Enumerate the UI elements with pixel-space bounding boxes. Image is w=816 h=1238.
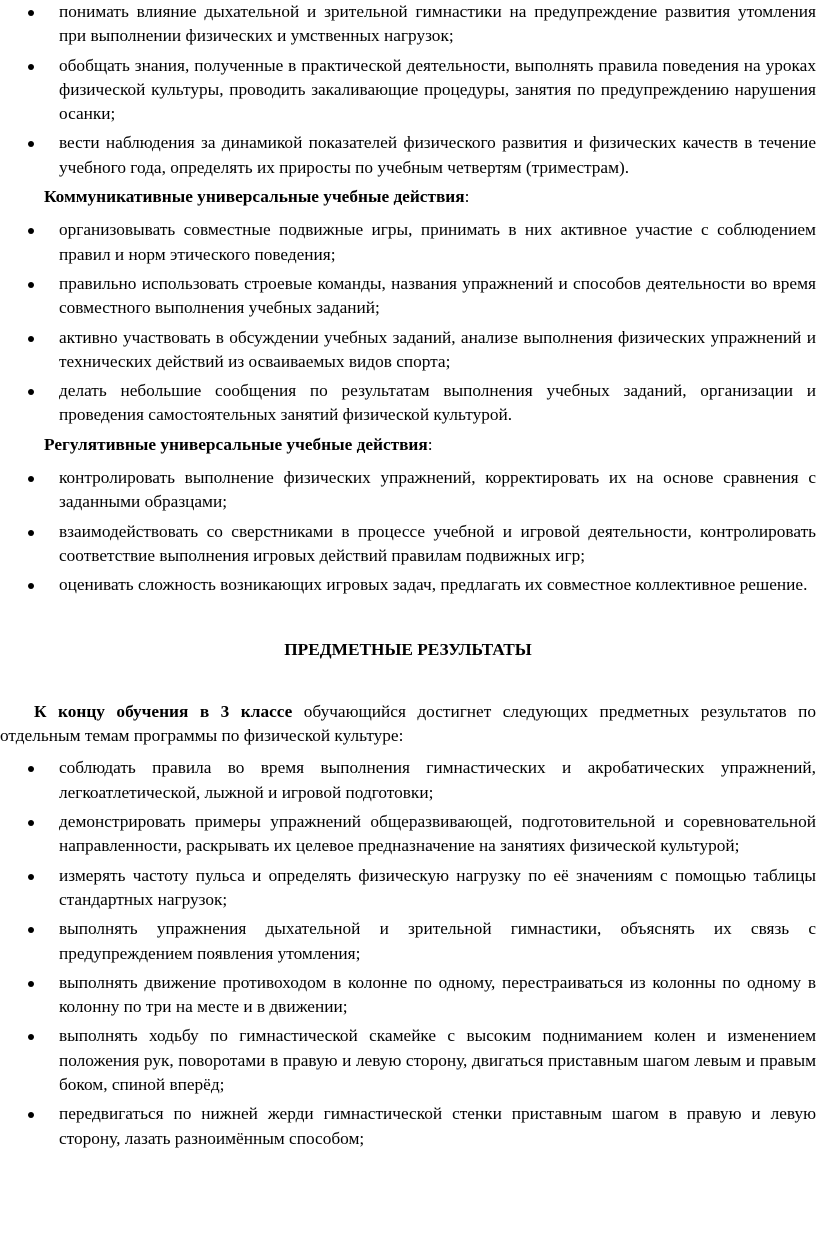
communicative-heading-text: Коммуникативные универсальные учебные действия: [44, 187, 465, 207]
list-item: выполнять упражнения дыхательной и зрительной гимнастики, объяснять их связь с предупреждением появления утомления;: [0, 917, 816, 966]
list-item: понимать влияние дыхательной и зрительной гимнастики на предупреждение развития утомления при выполнении физических и умственных нагрузок;: [0, 0, 816, 49]
list-item: активно участвовать в обсуждении учебных заданий, анализе выполнения физических упражнений и технических действий из осваиваемых видов спорта;: [0, 326, 816, 375]
intro-bold: К концу обучения в 3 классе: [34, 701, 293, 721]
list-item: передвигаться по нижней жерди гимнастической стенки приставным шагом в правую и левую сторону, лазать разноимённым способом;: [0, 1102, 816, 1151]
bullet-list-communicative: [0, 218, 816, 427]
intro-rest: обучающийся достигнет следующих предметных результатов по отдельным темам программы по физической культуре:: [0, 701, 816, 746]
regulative-heading-text: Регулятивные универсальные учебные действия: [44, 434, 428, 454]
list-item: делать небольшие сообщения по результатам выполнения учебных заданий, организации и проведения самостоятельных занятий физической культурой.: [0, 379, 816, 428]
list-item: вести наблюдения за динамикой показателей физического развития и физических качеств в течение учебного года, определять их приросты по учебным четвертям (триместрам).: [0, 131, 816, 180]
regulative-heading: [0, 433, 816, 457]
list-item: демонстрировать примеры упражнений общеразвивающей, подготовительной и соревновательной направленности, раскрывать их целевое предназначение на занятиях физической культурой;: [0, 810, 816, 859]
list-item: обобщать знания, полученные в практической деятельности, выполнять правила поведения на уроках физической культуры, проводить закаливающие процедуры, занятия по предупреждению нарушения осанки;: [0, 54, 816, 127]
communicative-heading-suffix: :: [464, 187, 470, 207]
list-item: организовывать совместные подвижные игры, принимать в них активное участие с соблюдением правил и норм этического поведения;: [0, 218, 816, 267]
intro-paragraph: [0, 700, 816, 749]
regulative-heading-suffix: :: [427, 434, 433, 454]
list-item: выполнять движение противоходом в колонне по одному, перестраиваться из колонны по одному в колонну по три на месте и в движении;: [0, 971, 816, 1020]
list-item: правильно использовать строевые команды, названия упражнений и способов деятельности во время совместного выполнения учебных заданий;: [0, 272, 816, 321]
list-item: измерять частоту пульса и определять физическую нагрузку по её значениям с помощью таблицы стандартных нагрузок;: [0, 864, 816, 913]
bullet-list-regulative: [0, 466, 816, 597]
bullet-list-top: [0, 0, 816, 180]
list-item: контролировать выполнение физических упражнений, корректировать их на основе сравнения с заданными образцами;: [0, 466, 816, 515]
communicative-heading: [0, 185, 816, 209]
list-item: выполнять ходьбу по гимнастической скамейке с высоким подниманием колен и изменением положения рук, поворотами в правую и левую сторону, двигаться приставным шагом левым и правым боком, спиной вперёд;: [0, 1024, 816, 1097]
bullet-list-subject: [0, 756, 816, 1150]
list-item: оценивать сложность возникающих игровых задач, предлагать их совместное коллективное решение.: [0, 573, 816, 597]
section-title: ПРЕДМЕТНЫЕ РЕЗУЛЬТАТЫ: [284, 639, 532, 659]
list-item: соблюдать правила во время выполнения гимнастических и акробатических упражнений, легкоатлетической, лыжной и игровой подготовки;: [0, 756, 816, 805]
list-item: взаимодействовать со сверстниками в процессе учебной и игровой деятельности, контролировать соответствие выполнения игровых действий правилам подвижных игр;: [0, 520, 816, 569]
